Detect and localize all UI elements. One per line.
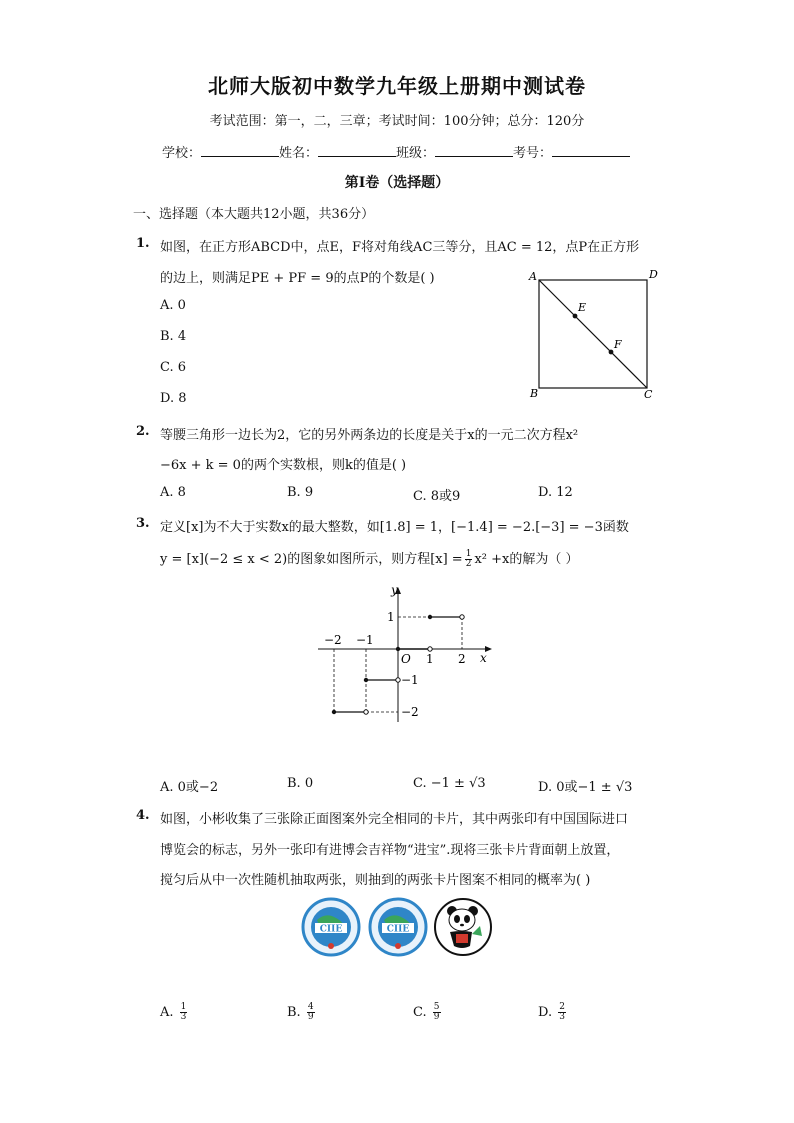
- q3-frac-den: 2: [465, 559, 472, 569]
- q4-option-c[interactable]: [413, 1003, 443, 1022]
- name-blank[interactable]: [318, 144, 396, 157]
- q2-option-b[interactable]: B. 9: [287, 485, 314, 500]
- closed-point: [364, 678, 368, 682]
- q3-line1: 定义[x]为不大于实数x的最大整数，如[1.8] = 1，[−1.4] = −2.[−3] = −3函数: [160, 520, 629, 535]
- panda-mascot-card: [435, 899, 491, 955]
- q3-option-b[interactable]: B. 0: [287, 776, 314, 791]
- q4-option-a[interactable]: [160, 1003, 189, 1022]
- q2-line2: −6x + k = 0的两个实数根，则k的值是( ): [160, 458, 407, 473]
- tick-label-xm1: −1: [356, 633, 374, 647]
- label-c: C: [644, 388, 653, 401]
- q4-option-a-letter: A.: [160, 1005, 174, 1020]
- q1-number: 1.: [136, 236, 150, 251]
- q4-option-b-fraction: [307, 1003, 315, 1022]
- label-e: E: [578, 301, 587, 314]
- open-point: [396, 678, 400, 682]
- tick-label-xm2: −2: [324, 633, 342, 647]
- ciie-logo-card: [370, 899, 426, 955]
- q3-frac-num: 1: [465, 549, 472, 559]
- open-point: [460, 615, 464, 619]
- q1-square-figure: [522, 266, 662, 402]
- label-b: B: [530, 387, 539, 400]
- q4-option-c-letter: C.: [413, 1005, 427, 1020]
- exam-title: 北师大版初中数学九年级上册期中测试卷: [208, 74, 586, 98]
- q4-option-c-fraction: [433, 1003, 441, 1022]
- q3-option-c[interactable]: C. −1 ± √3: [413, 776, 486, 791]
- q4-option-a-den: 3: [180, 1012, 187, 1022]
- q1-option-c[interactable]: C. 6: [160, 360, 187, 375]
- tick-label-x1: 1: [426, 652, 434, 666]
- tick-label-ym2: −2: [401, 705, 419, 719]
- tick-label-x2: 2: [458, 652, 466, 666]
- q1-line2: 的边上，则满足PE + PF = 9的点P的个数是( ): [160, 271, 435, 286]
- class-label: 班级：: [396, 146, 436, 161]
- q4-option-d[interactable]: [538, 1003, 568, 1022]
- q3-number: 3.: [136, 516, 150, 531]
- ciie-logo-text: CIIE: [386, 924, 410, 935]
- q2-line1: 等腰三角形一边长为2，它的另外两条边的长度是关于x的一元二次方程x²: [160, 428, 579, 443]
- q4-option-a-fraction: [180, 1003, 188, 1022]
- q1-line1: 如图，在正方形ABCD中，点E，F将对角线AC三等分，且AC = 12，点P在正方形: [160, 240, 640, 255]
- name-label: 姓名：: [279, 146, 319, 161]
- ciie-logo-text: CIIE: [319, 924, 343, 935]
- point-f: [609, 350, 614, 355]
- closed-point: [396, 647, 400, 651]
- q3-fraction-half: [465, 550, 473, 569]
- label-a: A: [529, 270, 537, 283]
- origin-label: O: [401, 652, 411, 666]
- q4-line2: 博览会的标志，另外一张印有进博会吉祥物“进宝”.现将三张卡片背面朝上放置，: [160, 843, 620, 858]
- q1-option-d[interactable]: D. 8: [160, 391, 187, 406]
- diagonal-ac: [539, 280, 647, 388]
- school-blank[interactable]: [201, 144, 279, 157]
- closed-point: [428, 615, 432, 619]
- q3-option-a[interactable]: A. 0或−2: [160, 780, 219, 795]
- volume-title: 第I卷（选择题）: [344, 175, 450, 191]
- label-f: F: [614, 338, 622, 351]
- tick-label-y1: 1: [387, 610, 395, 624]
- section-title: 一、选择题（本大题共12小题，共36分）: [133, 207, 375, 222]
- q4-option-c-num: 5: [433, 1002, 440, 1012]
- tick-label-ym1: −1: [401, 673, 419, 687]
- label-d: D: [649, 268, 658, 281]
- q1-option-a[interactable]: A. 0: [160, 298, 186, 313]
- open-point: [428, 647, 432, 651]
- open-point: [364, 710, 368, 714]
- student-info-line: [162, 142, 630, 161]
- number-label: 考号：: [513, 146, 553, 161]
- q4-option-b-den: 9: [307, 1012, 314, 1022]
- q4-option-d-den: 3: [559, 1012, 565, 1022]
- q4-option-a-num: 1: [180, 1002, 187, 1012]
- number-blank[interactable]: [552, 144, 630, 157]
- school-label: 学校：: [162, 146, 202, 161]
- q4-line1: 如图，小彬收集了三张除正面图案外完全相同的卡片，其中两张印有中国国际进口: [160, 812, 629, 827]
- point-e: [573, 314, 578, 319]
- q1-option-b[interactable]: B. 4: [160, 329, 187, 344]
- q4-number: 4.: [136, 808, 150, 823]
- q4-option-d-fraction: [558, 1003, 566, 1022]
- q4-option-d-letter: D.: [538, 1005, 553, 1020]
- q2-option-c[interactable]: C. 8或9: [413, 489, 461, 504]
- q4-option-d-num: 2: [559, 1002, 565, 1012]
- q2-number: 2.: [136, 424, 150, 439]
- axis-label-y: y: [391, 583, 398, 597]
- q3-floor-graph: [312, 582, 498, 728]
- axis-label-x: x: [480, 651, 487, 665]
- q4-option-c-den: 9: [433, 1012, 440, 1022]
- q4-line3: 搅匀后从中一次性随机抽取两张，则抽到的两张卡片图案不相同的概率为( ): [160, 873, 591, 888]
- q2-option-d[interactable]: D. 12: [538, 485, 573, 500]
- q4-cards-figure: [300, 896, 494, 958]
- q4-option-b-num: 4: [307, 1002, 314, 1012]
- ciie-logo-card: [303, 899, 359, 955]
- q3-line2-a: y = [x](−2 ≤ x < 2)的图象如图所示，则方程[x] =: [160, 552, 463, 567]
- q3-line2-b: x² +x的解为（ ）: [474, 552, 579, 567]
- q4-option-b[interactable]: [287, 1003, 317, 1022]
- exam-info: 考试范围：第一，二，三章；考试时间：100分钟；总分：120分: [209, 114, 585, 129]
- class-blank[interactable]: [435, 144, 513, 157]
- q3-option-d[interactable]: D. 0或−1 ± √3: [538, 780, 633, 795]
- closed-point: [332, 710, 336, 714]
- q3-line2: [160, 548, 578, 569]
- q2-option-a[interactable]: A. 8: [160, 485, 186, 500]
- q4-option-b-letter: B.: [287, 1005, 301, 1020]
